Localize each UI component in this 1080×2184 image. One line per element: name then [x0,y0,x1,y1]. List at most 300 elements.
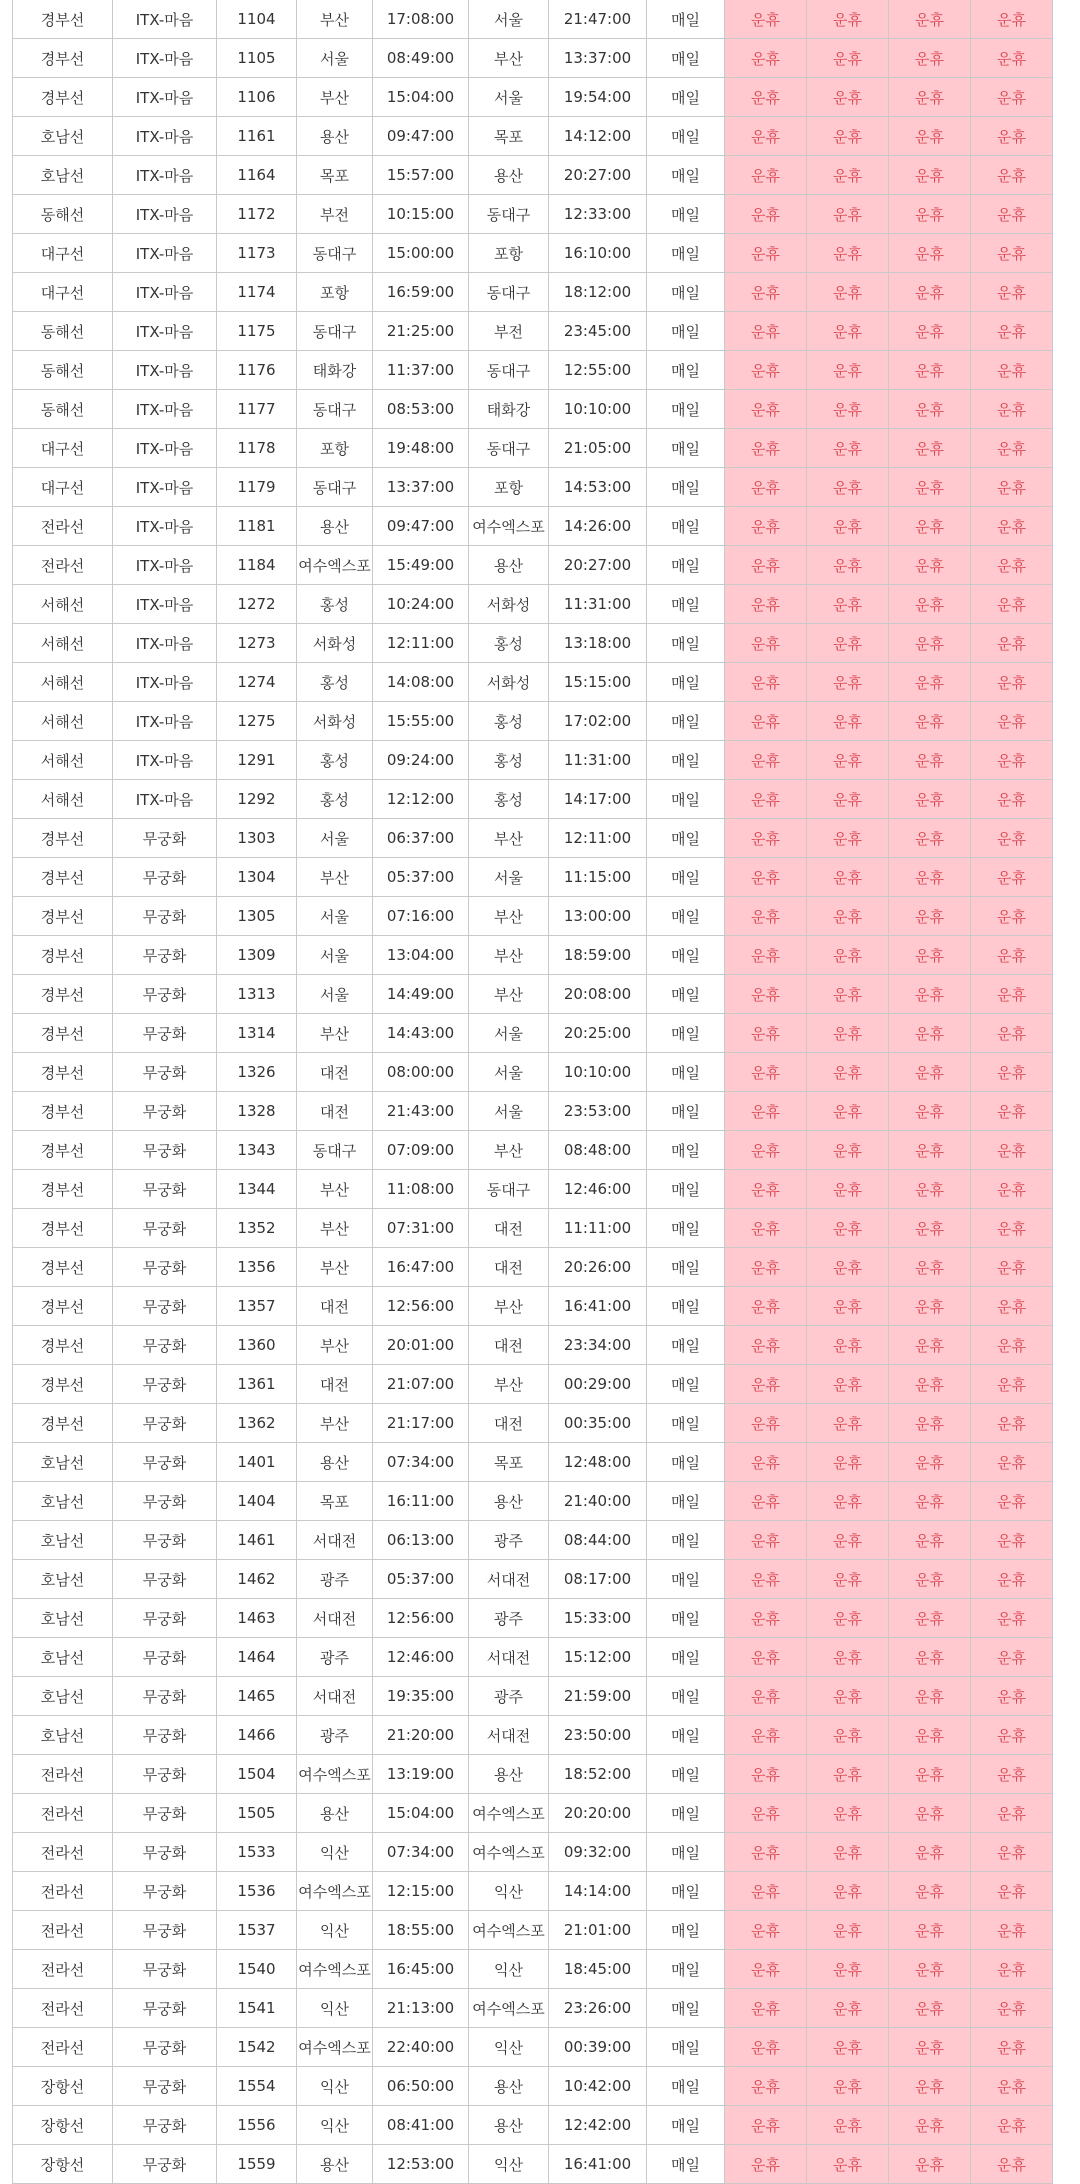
arrival-time-cell: 14:26:00 [549,507,647,546]
operating-days-cell: 매일 [647,1794,725,1833]
line-cell: 전라선 [13,507,113,546]
arrival-time-cell: 23:45:00 [549,312,647,351]
arrival-time-cell: 12:48:00 [549,1443,647,1482]
status-cell-3: 운휴 [889,1404,971,1443]
origin-cell: 부전 [297,195,373,234]
operating-days-cell: 매일 [647,1872,725,1911]
status-cell-4: 운휴 [971,936,1053,975]
status-cell-1: 운휴 [725,117,807,156]
destination-cell: 대전 [469,1209,549,1248]
destination-cell: 용산 [469,2067,549,2106]
table-row [13,507,1053,546]
arrival-time-cell: 15:15:00 [549,663,647,702]
status-cell-1: 운휴 [725,195,807,234]
train-type-cell: 무궁화 [113,1521,217,1560]
arrival-time-cell: 00:29:00 [549,1365,647,1404]
destination-cell: 용산 [469,156,549,195]
operating-days-cell: 매일 [647,1989,725,2028]
operating-days-cell: 매일 [647,507,725,546]
table-row [13,117,1053,156]
status-cell-3: 운휴 [889,1833,971,1872]
status-cell-1: 운휴 [725,39,807,78]
status-cell-2: 운휴 [807,1989,889,2028]
train-number-cell: 1357 [217,1287,297,1326]
status-cell-2: 운휴 [807,507,889,546]
line-cell: 동해선 [13,312,113,351]
status-cell-4: 운휴 [971,468,1053,507]
status-cell-4: 운휴 [971,1053,1053,1092]
status-cell-3: 운휴 [889,1053,971,1092]
status-cell-1: 운휴 [725,1248,807,1287]
line-cell: 장항선 [13,2145,113,2184]
status-cell-3: 운휴 [889,1443,971,1482]
destination-cell: 서화성 [469,663,549,702]
status-cell-4: 운휴 [971,1482,1053,1521]
status-cell-3: 운휴 [889,2067,971,2106]
arrival-time-cell: 18:12:00 [549,273,647,312]
destination-cell: 동대구 [469,1170,549,1209]
train-type-cell: 무궁화 [113,936,217,975]
train-number-cell: 1173 [217,234,297,273]
status-cell-3: 운휴 [889,897,971,936]
origin-cell: 태화강 [297,351,373,390]
train-type-cell: ITX-마음 [113,117,217,156]
line-cell: 경부선 [13,1170,113,1209]
line-cell: 대구선 [13,234,113,273]
status-cell-3: 운휴 [889,702,971,741]
status-cell-2: 운휴 [807,702,889,741]
status-cell-2: 운휴 [807,858,889,897]
status-cell-4: 운휴 [971,0,1053,39]
train-type-cell: 무궁화 [113,1833,217,1872]
status-cell-1: 운휴 [725,1716,807,1755]
train-type-cell: ITX-마음 [113,195,217,234]
train-type-cell: 무궁화 [113,1599,217,1638]
status-cell-4: 운휴 [971,1872,1053,1911]
line-cell: 경부선 [13,975,113,1014]
departure-time-cell: 05:37:00 [373,1560,469,1599]
train-number-cell: 1464 [217,1638,297,1677]
train-type-cell: 무궁화 [113,2067,217,2106]
departure-time-cell: 07:34:00 [373,1833,469,1872]
line-cell: 동해선 [13,390,113,429]
destination-cell: 서울 [469,858,549,897]
table-row [13,1092,1053,1131]
train-type-cell: ITX-마음 [113,351,217,390]
arrival-time-cell: 13:00:00 [549,897,647,936]
train-type-cell: 무궁화 [113,1092,217,1131]
origin-cell: 용산 [297,507,373,546]
arrival-time-cell: 14:17:00 [549,780,647,819]
origin-cell: 서울 [297,39,373,78]
table-row [13,780,1053,819]
line-cell: 서해선 [13,624,113,663]
train-number-cell: 1164 [217,156,297,195]
arrival-time-cell: 20:27:00 [549,156,647,195]
train-type-cell: 무궁화 [113,858,217,897]
origin-cell: 서대전 [297,1521,373,1560]
status-cell-4: 운휴 [971,975,1053,1014]
train-number-cell: 1303 [217,819,297,858]
status-cell-3: 운휴 [889,1560,971,1599]
status-cell-2: 운휴 [807,39,889,78]
status-cell-2: 운휴 [807,1326,889,1365]
status-cell-4: 운휴 [971,234,1053,273]
status-cell-3: 운휴 [889,234,971,273]
status-cell-4: 운휴 [971,585,1053,624]
table-row [13,1638,1053,1677]
departure-time-cell: 08:00:00 [373,1053,469,1092]
arrival-time-cell: 23:50:00 [549,1716,647,1755]
train-type-cell: 무궁화 [113,1638,217,1677]
table-row [13,1521,1053,1560]
status-cell-4: 운휴 [971,2106,1053,2145]
origin-cell: 대전 [297,1092,373,1131]
departure-time-cell: 12:11:00 [373,624,469,663]
train-number-cell: 1361 [217,1365,297,1404]
status-cell-1: 운휴 [725,1911,807,1950]
arrival-time-cell: 14:14:00 [549,1872,647,1911]
status-cell-2: 운휴 [807,195,889,234]
train-number-cell: 1505 [217,1794,297,1833]
line-cell: 경부선 [13,1248,113,1287]
line-cell: 장항선 [13,2067,113,2106]
status-cell-1: 운휴 [725,1092,807,1131]
line-cell: 경부선 [13,1404,113,1443]
status-cell-3: 운휴 [889,1170,971,1209]
status-cell-4: 운휴 [971,1326,1053,1365]
line-cell: 호남선 [13,1482,113,1521]
status-cell-3: 운휴 [889,624,971,663]
status-cell-4: 운휴 [971,1209,1053,1248]
arrival-time-cell: 18:52:00 [549,1755,647,1794]
table-row [13,2067,1053,2106]
status-cell-1: 운휴 [725,1872,807,1911]
origin-cell: 홍성 [297,585,373,624]
departure-time-cell: 18:55:00 [373,1911,469,1950]
table-row [13,1599,1053,1638]
train-number-cell: 1314 [217,1014,297,1053]
train-number-cell: 1275 [217,702,297,741]
status-cell-2: 운휴 [807,819,889,858]
status-cell-2: 운휴 [807,1404,889,1443]
train-number-cell: 1533 [217,1833,297,1872]
table-row [13,351,1053,390]
destination-cell: 부산 [469,819,549,858]
departure-time-cell: 05:37:00 [373,858,469,897]
status-cell-4: 운휴 [971,117,1053,156]
train-number-cell: 1274 [217,663,297,702]
operating-days-cell: 매일 [647,117,725,156]
train-type-cell: ITX-마음 [113,702,217,741]
status-cell-3: 운휴 [889,195,971,234]
departure-time-cell: 12:56:00 [373,1287,469,1326]
line-cell: 서해선 [13,780,113,819]
status-cell-4: 운휴 [971,2145,1053,2184]
train-type-cell: 무궁화 [113,1989,217,2028]
train-number-cell: 1466 [217,1716,297,1755]
status-cell-2: 운휴 [807,2145,889,2184]
line-cell: 호남선 [13,1443,113,1482]
status-cell-2: 운휴 [807,1950,889,1989]
status-cell-2: 운휴 [807,1521,889,1560]
arrival-time-cell: 23:26:00 [549,1989,647,2028]
status-cell-4: 운휴 [971,780,1053,819]
line-cell: 경부선 [13,1131,113,1170]
arrival-time-cell: 21:01:00 [549,1911,647,1950]
destination-cell: 부산 [469,1131,549,1170]
table-row [13,585,1053,624]
departure-time-cell: 16:47:00 [373,1248,469,1287]
operating-days-cell: 매일 [647,273,725,312]
status-cell-3: 운휴 [889,546,971,585]
operating-days-cell: 매일 [647,1521,725,1560]
table-row [13,1326,1053,1365]
train-number-cell: 1104 [217,0,297,39]
destination-cell: 서울 [469,0,549,39]
train-number-cell: 1465 [217,1677,297,1716]
line-cell: 경부선 [13,858,113,897]
status-cell-3: 운휴 [889,1092,971,1131]
origin-cell: 동대구 [297,312,373,351]
origin-cell: 서대전 [297,1599,373,1638]
line-cell: 경부선 [13,39,113,78]
train-type-cell: ITX-마음 [113,780,217,819]
origin-cell: 홍성 [297,741,373,780]
operating-days-cell: 매일 [647,1170,725,1209]
departure-time-cell: 21:17:00 [373,1404,469,1443]
table-row [13,1131,1053,1170]
origin-cell: 동대구 [297,390,373,429]
line-cell: 경부선 [13,936,113,975]
train-number-cell: 1504 [217,1755,297,1794]
train-type-cell: 무궁화 [113,1131,217,1170]
status-cell-3: 운휴 [889,312,971,351]
departure-time-cell: 21:25:00 [373,312,469,351]
departure-time-cell: 15:55:00 [373,702,469,741]
origin-cell: 여수엑스포 [297,1950,373,1989]
status-cell-3: 운휴 [889,78,971,117]
table-row [13,2145,1053,2184]
line-cell: 서해선 [13,585,113,624]
status-cell-3: 운휴 [889,1248,971,1287]
destination-cell: 여수엑스포 [469,1989,549,2028]
status-cell-3: 운휴 [889,585,971,624]
destination-cell: 여수엑스포 [469,1794,549,1833]
line-cell: 전라선 [13,546,113,585]
departure-time-cell: 16:45:00 [373,1950,469,1989]
status-cell-3: 운휴 [889,1482,971,1521]
status-cell-4: 운휴 [971,897,1053,936]
status-cell-3: 운휴 [889,1872,971,1911]
status-cell-4: 운휴 [971,351,1053,390]
operating-days-cell: 매일 [647,1755,725,1794]
operating-days-cell: 매일 [647,78,725,117]
origin-cell: 익산 [297,2067,373,2106]
status-cell-2: 운휴 [807,936,889,975]
arrival-time-cell: 14:53:00 [549,468,647,507]
status-cell-4: 운휴 [971,624,1053,663]
table-row [13,975,1053,1014]
operating-days-cell: 매일 [647,1911,725,1950]
status-cell-3: 운휴 [889,39,971,78]
operating-days-cell: 매일 [647,2067,725,2106]
status-cell-2: 운휴 [807,741,889,780]
origin-cell: 익산 [297,1833,373,1872]
arrival-time-cell: 10:42:00 [549,2067,647,2106]
origin-cell: 포항 [297,429,373,468]
origin-cell: 대전 [297,1365,373,1404]
destination-cell: 광주 [469,1521,549,1560]
destination-cell: 여수엑스포 [469,1833,549,1872]
departure-time-cell: 14:43:00 [373,1014,469,1053]
status-cell-3: 운휴 [889,780,971,819]
arrival-time-cell: 12:33:00 [549,195,647,234]
status-cell-2: 운휴 [807,2067,889,2106]
status-cell-4: 운휴 [971,1677,1053,1716]
departure-time-cell: 12:46:00 [373,1638,469,1677]
destination-cell: 여수엑스포 [469,507,549,546]
table-row [13,468,1053,507]
line-cell: 경부선 [13,1053,113,1092]
line-cell: 장항선 [13,2106,113,2145]
departure-time-cell: 13:19:00 [373,1755,469,1794]
operating-days-cell: 매일 [647,390,725,429]
destination-cell: 광주 [469,1677,549,1716]
origin-cell: 부산 [297,1209,373,1248]
line-cell: 호남선 [13,117,113,156]
train-type-cell: ITX-마음 [113,312,217,351]
origin-cell: 부산 [297,78,373,117]
status-cell-3: 운휴 [889,1014,971,1053]
line-cell: 서해선 [13,663,113,702]
status-cell-3: 운휴 [889,1365,971,1404]
line-cell: 호남선 [13,1560,113,1599]
status-cell-2: 운휴 [807,1560,889,1599]
status-cell-1: 운휴 [725,624,807,663]
status-cell-2: 운휴 [807,1248,889,1287]
destination-cell: 대전 [469,1404,549,1443]
status-cell-4: 운휴 [971,1716,1053,1755]
origin-cell: 여수엑스포 [297,1755,373,1794]
status-cell-3: 운휴 [889,1989,971,2028]
origin-cell: 용산 [297,117,373,156]
table-row [13,1365,1053,1404]
operating-days-cell: 매일 [647,585,725,624]
line-cell: 동해선 [13,351,113,390]
table-row [13,1872,1053,1911]
destination-cell: 홍성 [469,702,549,741]
train-number-cell: 1360 [217,1326,297,1365]
departure-time-cell: 15:04:00 [373,78,469,117]
status-cell-4: 운휴 [971,1599,1053,1638]
status-cell-1: 운휴 [725,429,807,468]
status-cell-4: 운휴 [971,1911,1053,1950]
status-cell-1: 운휴 [725,1326,807,1365]
destination-cell: 여수엑스포 [469,1911,549,1950]
train-number-cell: 1401 [217,1443,297,1482]
departure-time-cell: 13:04:00 [373,936,469,975]
status-cell-1: 운휴 [725,1599,807,1638]
status-cell-3: 운휴 [889,1677,971,1716]
status-cell-2: 운휴 [807,273,889,312]
train-type-cell: ITX-마음 [113,663,217,702]
status-cell-1: 운휴 [725,2028,807,2067]
status-cell-4: 운휴 [971,78,1053,117]
train-type-cell: 무궁화 [113,1794,217,1833]
table-row [13,39,1053,78]
status-cell-1: 운휴 [725,897,807,936]
status-cell-1: 운휴 [725,780,807,819]
arrival-time-cell: 10:10:00 [549,390,647,429]
status-cell-1: 운휴 [725,234,807,273]
train-type-cell: ITX-마음 [113,624,217,663]
status-cell-1: 운휴 [725,1833,807,1872]
arrival-time-cell: 21:40:00 [549,1482,647,1521]
origin-cell: 서울 [297,975,373,1014]
arrival-time-cell: 21:59:00 [549,1677,647,1716]
table-row [13,1833,1053,1872]
departure-time-cell: 21:13:00 [373,1989,469,2028]
train-type-cell: 무궁화 [113,2028,217,2067]
train-number-cell: 1537 [217,1911,297,1950]
status-cell-2: 운휴 [807,234,889,273]
table-row [13,156,1053,195]
arrival-time-cell: 20:25:00 [549,1014,647,1053]
origin-cell: 광주 [297,1560,373,1599]
table-row [13,1404,1053,1443]
status-cell-2: 운휴 [807,1833,889,1872]
table-row [13,702,1053,741]
arrival-time-cell: 20:20:00 [549,1794,647,1833]
origin-cell: 광주 [297,1638,373,1677]
operating-days-cell: 매일 [647,1677,725,1716]
status-cell-3: 운휴 [889,351,971,390]
train-number-cell: 1174 [217,273,297,312]
train-type-cell: 무궁화 [113,1053,217,1092]
origin-cell: 익산 [297,1911,373,1950]
arrival-time-cell: 14:12:00 [549,117,647,156]
arrival-time-cell: 00:35:00 [549,1404,647,1443]
operating-days-cell: 매일 [647,312,725,351]
train-type-cell: ITX-마음 [113,156,217,195]
line-cell: 경부선 [13,1287,113,1326]
line-cell: 경부선 [13,819,113,858]
train-type-cell: 무궁화 [113,1755,217,1794]
train-number-cell: 1105 [217,39,297,78]
table-row [13,1911,1053,1950]
arrival-time-cell: 12:42:00 [549,2106,647,2145]
operating-days-cell: 매일 [647,1326,725,1365]
status-cell-3: 운휴 [889,390,971,429]
status-cell-3: 운휴 [889,1131,971,1170]
origin-cell: 부산 [297,1326,373,1365]
departure-time-cell: 09:47:00 [373,507,469,546]
status-cell-2: 운휴 [807,585,889,624]
status-cell-3: 운휴 [889,117,971,156]
status-cell-2: 운휴 [807,624,889,663]
destination-cell: 용산 [469,546,549,585]
arrival-time-cell: 12:46:00 [549,1170,647,1209]
status-cell-2: 운휴 [807,1287,889,1326]
destination-cell: 부산 [469,1287,549,1326]
destination-cell: 서울 [469,78,549,117]
departure-time-cell: 09:24:00 [373,741,469,780]
departure-time-cell: 13:37:00 [373,468,469,507]
line-cell: 대구선 [13,273,113,312]
status-cell-2: 운휴 [807,1755,889,1794]
departure-time-cell: 19:48:00 [373,429,469,468]
